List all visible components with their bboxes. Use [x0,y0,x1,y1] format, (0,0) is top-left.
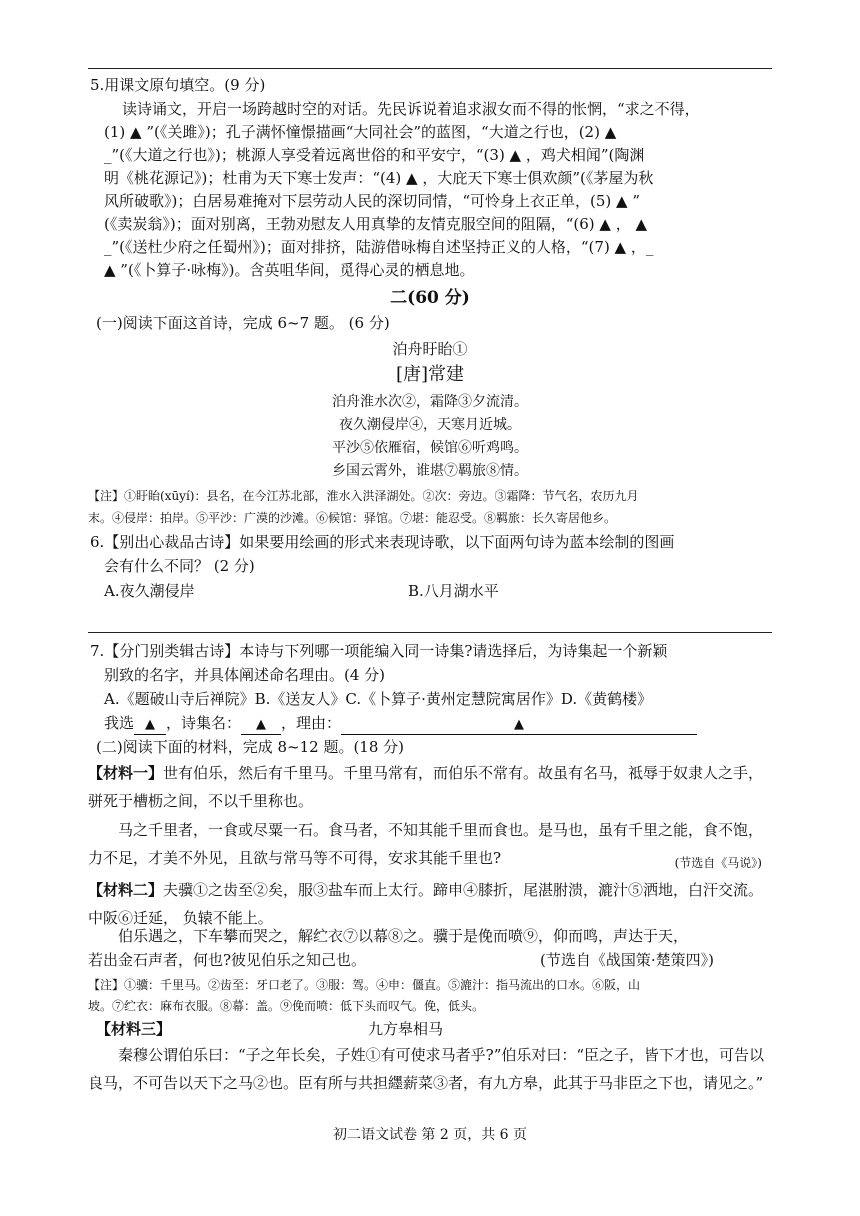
q5-line: 风所破歌》)；白居易难掩对下层劳动人民的深切同情，“可怜身上衣正单，(5) ▲ ” [104,192,641,210]
poem-note: 【注】①盱眙(xūyí)：县名，在今江苏北部，淮水入洪泽湖处。②次：旁边。③霜降：节气名，农历九月 [88,489,639,503]
q7-options: A.《题破山寺后禅院》B.《送友人》C.《卜算子·黄州定慧院寓居作》D.《黄鹤楼》 [104,690,653,708]
poem-title: 泊舟盱眙① [392,340,468,358]
section-heading: 二(60 分) [390,288,470,308]
material1-text1: 世有伯乐，然后有千里马。千里马常有，而伯乐不常有。故虽有名马，祗辱于奴隶人之手，骈死于槽枥之间，不以千里称也。 [88,764,764,810]
material3-para1: 秦穆公谓伯乐曰：“子之年长矣，子姓①有可使求马者乎?”伯乐对曰：“臣之子，皆下才也，可告以良马，不可告以天下之马②也。臣有所与共担纆薪菜③者，有九方皋，此其于马非臣之下也，请见之。” [88,1046,765,1092]
q7-line: 别致的名字，并具体阐述命名理由。(4 分) [104,666,386,684]
q5-line: 明《桃花源记》)；杜甫为天下寒士发声：“(4) ▲ ，大庇天下寒士俱欢颜”(《茅屋为秋 [104,169,654,187]
poem-line: 乡国云霄外，谁堪⑦羁旅⑧情。 [332,463,528,479]
poem-line: 平沙⑤依雁宿，候馆⑥听鸡鸣。 [332,440,528,456]
part2-instruction: (二)阅读下面的材料，完成 8~12 题。(18 分) [96,738,404,756]
material2-source: (节选自《战国策·楚策四》) [540,951,714,969]
poem-line: 泊舟淮水次②，霜降③夕流清。 [332,394,528,410]
q5-line: (《卖炭翁》)；面对别离，王勃劝慰友人用真挚的友情克服空间的阻隔，“(6) ▲ ， ▲ [104,215,647,233]
q6-option-a: A.夜久潮侵岸 [104,582,195,600]
q6-line: 会有什么不同？ (2 分) [104,557,255,575]
material2-label: 【材料二】 [88,881,164,899]
q7-answer-prefix: 我选 [104,714,135,732]
material1-para2: 马之千里者，一食或尽粟一石。食马者，不知其能千里而食也。是马也，虽有千里之能，食不饱，力不足，才美不外见，且欲与常马等不可得，安求其能千里也? [88,821,764,867]
poem-author: [唐]常建 [395,364,465,385]
material2-notes: 【注】①骥：千里马。②齿至：牙口老了。③服：驾。④申：僵直。⑤漉汁：指马流出的口水。⑥阪，山 [88,978,641,992]
top-rule [88,68,772,69]
q5-line: (1) ▲ ”(《关雎》)；孔子满怀憧憬描画“大同社会”的蓝图，“大道之行也，(2) ▲ [104,123,617,141]
q7-choice-blank[interactable]: ▲ [134,716,166,735]
material2-text1: 夫骥①之齿至②矣，服③盐车而上太行。蹄申④膝折，尾湛胕溃，漉汁⑤洒地，白汗交流。中阪⑥迁延， 负辕不能上。 [88,881,764,927]
q7-answer-mid1: ，诗集名： [166,714,242,732]
q5-line: _”(《大道之行也》)；桃源人享受着远离世俗的和平安宁，“(3) ▲ ，鸡犬相闻”(陶渊 [104,146,645,164]
q7-answer-line [104,712,697,735]
material3-title: 九方皋相马 [368,1020,444,1038]
q6-option-b: B.八月湖水平 [408,582,499,600]
material1-para1 [88,759,772,815]
q7-reason-blank[interactable]: ▲ [341,716,697,735]
q5-line: 读诗诵文，开启一场跨越时空的对话。先民诉说着追求淑女而不得的怅惘，“求之不得， [122,100,700,118]
q5-line: ▲ ”(《卜算子·咏梅》)。含英咀华间，觅得心灵的栖息地。 [104,261,475,279]
material1-label: 【材料一】 [88,764,164,782]
material2-para2a: 伯乐遇之，下车攀而哭之，解纻衣⑦以幕⑧之。骥于是俛而喷⑨，仰而鸣，声达于天， [118,927,689,945]
material2-para2b: 若出金石声者，何也?彼见伯乐之知己也。 [88,951,367,969]
material2-notes: 坡。⑦纻衣：麻布衣服。⑧幕：盖。⑨俛而喷：低下头而叹气。俛，低头。 [88,999,485,1013]
q7-answer-mid2: ，理由： [281,714,342,732]
material3-label: 【材料三】 [96,1020,172,1038]
poem-note: 末。④侵岸：拍岸。⑤平沙：广漠的沙滩。⑥候馆：驿馆。⑦堪：能忍受。⑧羁旅：长久寄居他乡。 [88,511,617,525]
answer-rule [88,632,772,633]
part1-instruction: (一)阅读下面这首诗，完成 6~7 题。 (6 分) [96,314,390,332]
q7-name-blank[interactable]: ▲ [241,716,281,735]
q7-line: 7.【分门别类辑古诗】本诗与下列哪一项能编入同一诗集?请选择后，为诗集起一个新颖 [90,642,668,660]
q6-line: 6.【别出心裁品古诗】如果要用绘画的形式来表现诗歌，以下面两句诗为蓝本绘制的图画 [90,533,675,551]
page-footer: 初二语文试卷 第 2 页，共 6 页 [332,1127,528,1143]
q5-title: 5.用课文原句填空。(9 分) [90,76,266,94]
q5-line: _”(《送杜少府之任蜀州》)；面对排挤，陆游借咏梅自述坚持正义的人格，“(7) ▲ ，_ [104,238,654,256]
poem-line: 夜久潮侵岸④，天寒月近城。 [339,417,521,433]
material1-source: (节选自《马说》) [674,856,762,870]
